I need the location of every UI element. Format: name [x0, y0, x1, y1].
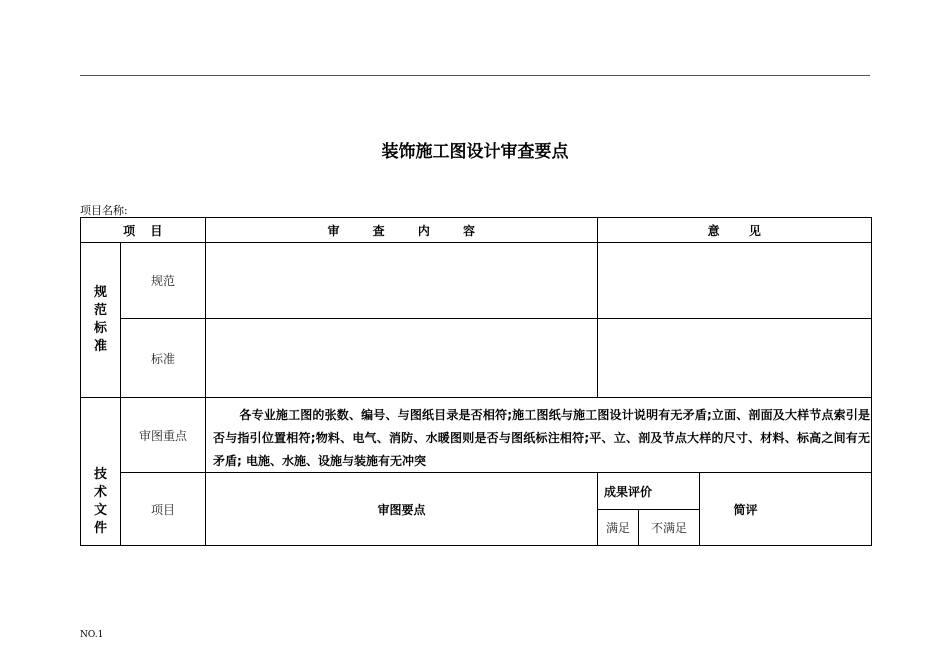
document-title: 装饰施工图设计审查要点 [381, 142, 569, 162]
review-table [80, 217, 872, 546]
page-number: NO.1 [80, 630, 104, 640]
evaluation-header: 成果评价 [604, 484, 653, 499]
review-points-header: 审图要点 [377, 502, 426, 517]
not-satisfied-label: 不满足 [650, 521, 687, 535]
section-norms [81, 243, 120, 397]
standards-row-label: 标准 [150, 351, 175, 366]
table-line [120, 318, 872, 319]
satisfied-label: 满足 [605, 521, 630, 535]
section-tech [81, 398, 120, 545]
table-line [871, 217, 872, 546]
header-rule [80, 75, 870, 76]
item-label: 项目 [150, 502, 175, 517]
table-line [597, 217, 598, 397]
header-content: 审 查 内 容 [327, 223, 476, 238]
section-tech-label: 技术文件 [93, 466, 107, 536]
norms-row-label: 规范 [150, 274, 175, 288]
section-norms-label: 规范标准 [93, 285, 107, 354]
table-line [80, 545, 872, 546]
header-item: 项 目 [123, 223, 163, 238]
key-point-text: 各专业施工图的张数、编号、与图纸目录是否相符;施工图纸与施工图设计说明有无矛盾;立面、剖面及大样节点索引是否与指引位置相符;物料、电气、消防、水暖图则是否与图纸标注相符;平、立、剖及节点大样的尺寸、材料、标高之间有无矛盾; 电施、水施、设施与装施有无冲突 [213, 408, 870, 468]
comment-header: 简评 [733, 502, 758, 517]
project-name-label: 项目名称: [80, 204, 128, 217]
header-opinion: 意 见 [707, 223, 762, 238]
key-point-label: 审图重点 [138, 428, 187, 443]
